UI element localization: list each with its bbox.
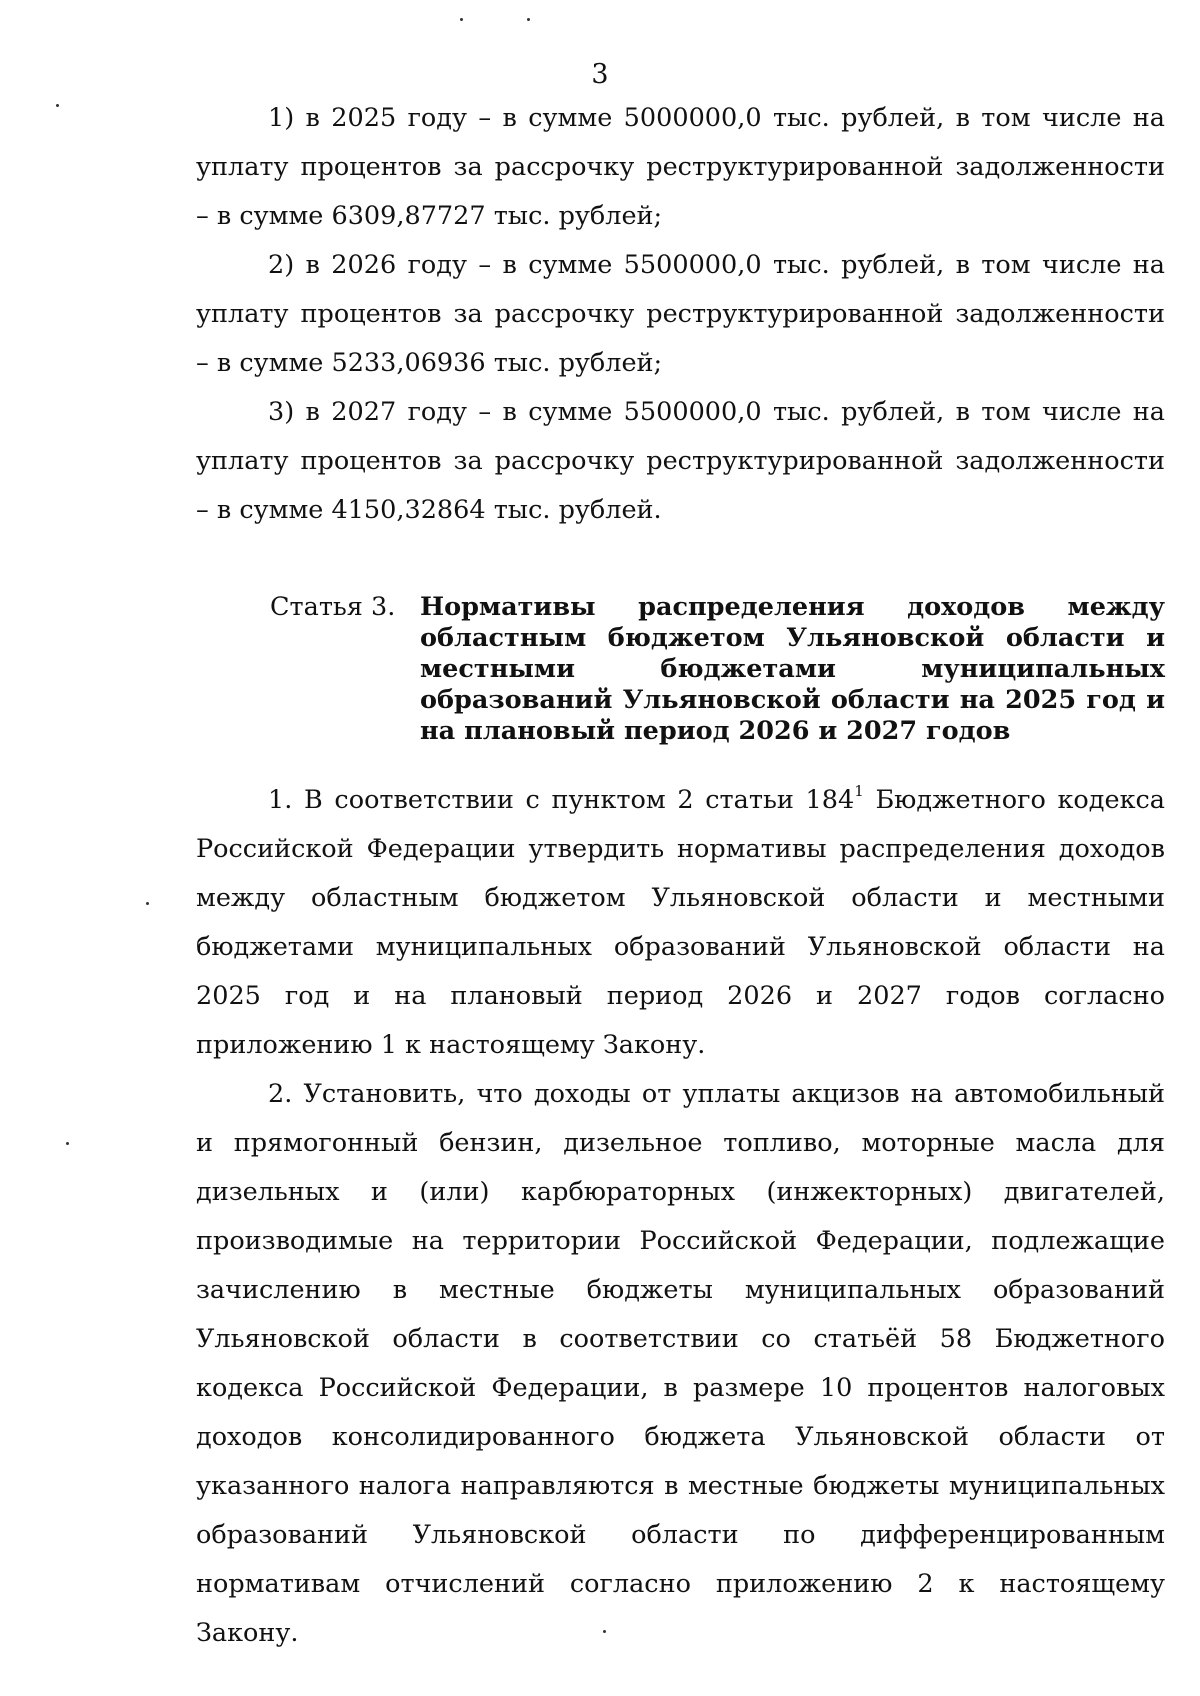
clause-1-text-end: Бюджетного кодекса Российской Федерации утвердить нормативы распределения доходов между областным бюджетом Ульяновской области и местными бюджетами муниципальных образований Ульяновской области на 2025 год и на плановый период 2026 и 2027 годов согласно приложению 1 к настоящему Закону.: [196, 785, 1165, 1060]
clause-1: [196, 776, 1165, 1070]
payment-item-2026: 2) в 2026 году – в сумме 5500000,0 тыс. рублей, в том числе на уплату процентов за рассрочку реструктурированной задолженности – в сумме 5233,06936 тыс. рублей;: [196, 250, 1165, 378]
clause-1-text-start: 1. В соответствии с пунктом 2 статьи 184: [268, 785, 855, 815]
clause-1-superscript: 1: [854, 782, 864, 800]
article-label: Статья 3.: [270, 592, 396, 622]
article-heading: [270, 592, 1165, 747]
scan-speck: [527, 18, 530, 21]
clause-2: 2. Установить, что доходы от уплаты акцизов на автомобильный и прямогонный бензин, дизельное топливо, моторные масла для дизельных и (или) карбюраторных (инжекторных) двигателей, производимые на территории Российской Федерации, подлежащие зачислению в местные бюджеты муниципальных образований Ульяновской области в соответствии со статьёй 58 Бюджетного кодекса Российской Федерации, в размере 10 процентов налоговых доходов консолидированного бюджета Ульяновской области от указанного налога направляются в местные бюджеты муниципальных образований Ульяновской области по дифференцированным нормативам отчислений согласно приложению 2 к настоящему Закону.: [196, 1079, 1165, 1648]
payment-item-2027: 3) в 2027 году – в сумме 5500000,0 тыс. рублей, в том числе на уплату процентов за рассрочку реструктурированной задолженности – в сумме 4150,32864 тыс. рублей.: [196, 397, 1165, 525]
article-title: Нормативы распределения доходов между областным бюджетом Ульяновской области и местными бюджетами муниципальных образований Ульяновской области на 2025 год и на плановый период 2026 и 2027 годов: [420, 592, 1165, 746]
scan-speck: [146, 902, 149, 905]
payment-item-2025: 1) в 2025 году – в сумме 5000000,0 тыс. рублей, в том числе на уплату процентов за рассрочку реструктурированной задолженности – в сумме 6309,87727 тыс. рублей;: [196, 103, 1165, 231]
scan-speck: [56, 104, 59, 107]
scan-speck: [66, 1142, 69, 1145]
article-body: [196, 776, 1165, 1658]
payments-list: [196, 94, 1165, 535]
page-number: 3: [591, 59, 609, 90]
scan-speck: [460, 18, 463, 21]
